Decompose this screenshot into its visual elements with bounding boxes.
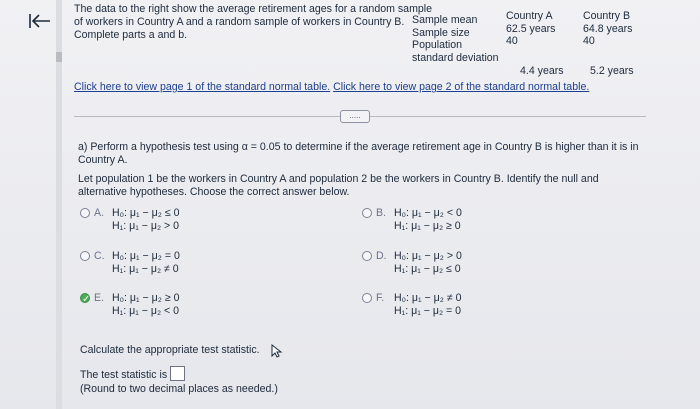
- data-table-row-labels: [412, 14, 499, 64]
- scrollbar-thumb[interactable]: [56, 52, 62, 62]
- alternative-hypothesis: H₁: μ₁ − μ₂ ≠ 0: [112, 263, 179, 275]
- null-hypothesis: H₀: μ₁ − μ₂ ≤ 0: [112, 207, 180, 219]
- null-hypothesis: H₀: μ₁ − μ₂ > 0: [394, 250, 462, 262]
- option-letter: F.: [376, 292, 385, 304]
- normal-table-page-2-link[interactable]: Click here to view page 2 of the standard normal table.: [333, 81, 590, 93]
- option-letter: C.: [94, 250, 105, 262]
- radio-button[interactable]: [80, 251, 90, 261]
- table-cell: 4.4 years: [520, 65, 564, 77]
- part-a-prompt: a) Perform a hypothesis test using α = 0.05 to determine if the average retirement age in Country B is higher than it is in Country A.: [78, 141, 639, 166]
- table-cell: 64.8 years: [583, 22, 633, 35]
- option-letter: E.: [94, 292, 105, 304]
- left-scrollbar[interactable]: [56, 0, 62, 409]
- normal-table-page-1-link[interactable]: Click here to view page 1 of the standard normal table.: [74, 81, 331, 93]
- table-cell: 40: [506, 35, 518, 47]
- table-cell: 40: [583, 35, 595, 47]
- test-statistic-label: The test statistic is: [80, 369, 168, 381]
- back-arrow-icon[interactable]: [28, 12, 52, 30]
- alternative-hypothesis: H₁: μ₁ − μ₂ ≤ 0: [394, 263, 461, 275]
- null-hypothesis: H₀: μ₁ − μ₂ < 0: [394, 207, 462, 219]
- test-statistic-line: [80, 366, 185, 381]
- radio-button[interactable]: [80, 208, 90, 218]
- row-label: standard deviation: [412, 51, 499, 64]
- test-statistic-input[interactable]: [170, 366, 185, 381]
- null-hypothesis: H₀: μ₁ − μ₂ ≥ 0: [112, 292, 180, 304]
- alternative-hypothesis: H₁: μ₁ − μ₂ < 0: [112, 305, 180, 317]
- row-label: Population: [412, 39, 463, 51]
- table-cell: 62.5 years: [506, 22, 556, 35]
- alternative-hypothesis: H₁: μ₁ − μ₂ = 0: [394, 305, 462, 317]
- alternative-hypothesis: H₁: μ₁ − μ₂ > 0: [112, 220, 180, 232]
- rounding-note: (Round to two decimal places as needed.): [80, 383, 278, 395]
- table-cell: 5.2 years: [590, 65, 634, 77]
- alternative-hypothesis: H₁: μ₁ − μ₂ ≥ 0: [394, 220, 461, 232]
- checkmark-icon: ✓: [82, 294, 91, 305]
- identify-instructions: Let population 1 be the workers in Country A and population 2 be the workers in Country B. Identify the null and alternative hypotheses. Choose the correct answer below.: [78, 173, 599, 198]
- normal-table-links: [74, 81, 589, 93]
- data-table-column-b: [583, 10, 632, 48]
- column-header: Country B: [583, 10, 631, 22]
- radio-button[interactable]: [362, 251, 372, 261]
- option-letter: D.: [376, 250, 387, 262]
- mouse-pointer-icon: [270, 344, 286, 358]
- problem-statement: The data to the right show the average retirement ages for a random sample of workers in Country A and a random sample of workers in Country B. Complete parts a and b.: [74, 3, 433, 41]
- option-letter: B.: [376, 207, 387, 219]
- radio-button[interactable]: [362, 208, 372, 218]
- null-hypothesis: H₀: μ₁ − μ₂ ≠ 0: [394, 292, 462, 304]
- null-hypothesis: H₀: μ₁ − μ₂ = 0: [112, 250, 180, 262]
- option-letter: A.: [94, 207, 105, 219]
- calculate-prompt: Calculate the appropriate test statistic.: [80, 344, 260, 356]
- expand-more-button[interactable]: .....: [340, 110, 370, 123]
- column-header: Country A: [506, 10, 553, 22]
- row-label: Sample size: [412, 26, 470, 39]
- radio-button[interactable]: [362, 293, 372, 303]
- radio-button-selected[interactable]: [80, 293, 90, 303]
- row-label: Sample mean: [412, 14, 478, 26]
- data-table-column-a: [506, 10, 555, 48]
